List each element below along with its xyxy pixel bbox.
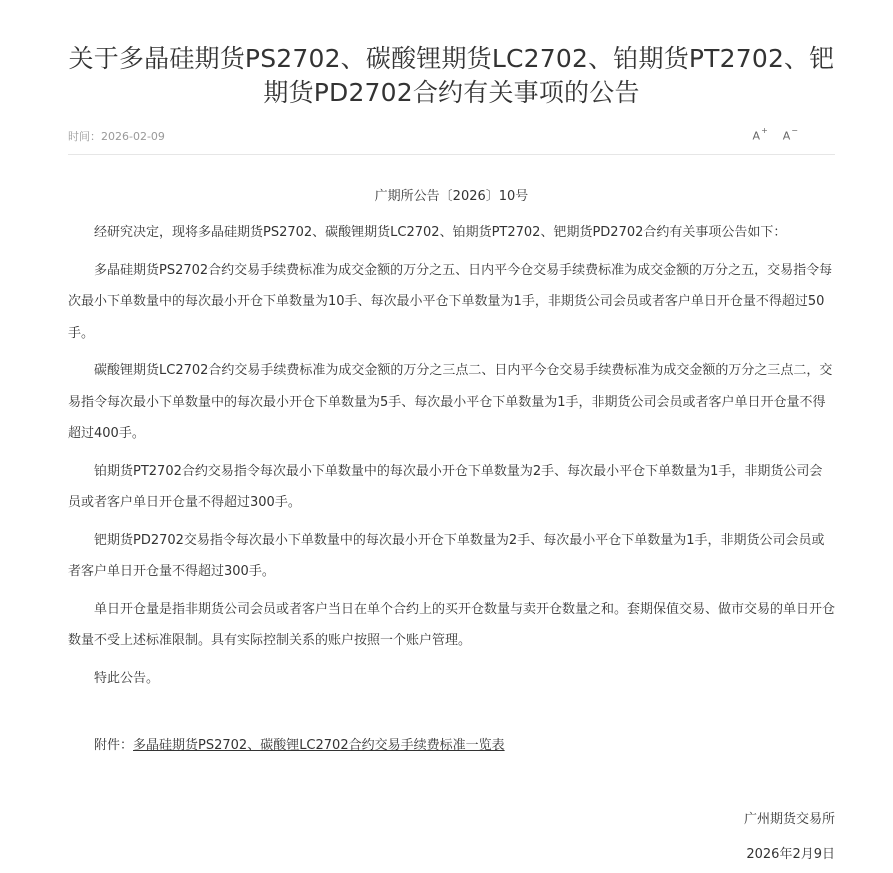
document-number: 广期所公告〔2026〕10号 — [374, 189, 529, 204]
paragraph-pd2702: 钯期货PD2702交易指令每次最小下单数量中的每次最小开仓下单数量为2手、每次最小平仓下单数量为1手，非期货公司会员或者客户单日开仓量不得超过300手。 — [68, 532, 825, 579]
publish-time: 时间：2026-02-09 — [68, 130, 165, 143]
paragraph-intro: 经研究决定，现将多晶硅期货PS2702、碳酸锂期货LC2702、铂期货PT2702、钯期货PD2702合约有关事项公告如下： — [94, 225, 787, 240]
font-decrease-button[interactable] — [783, 128, 797, 143]
plus-icon: + — [761, 126, 768, 135]
attachment-link[interactable]: 多晶硅期货PS2702、碳酸锂LC2702合约交易手续费标准一览表 — [133, 738, 505, 753]
attachment-line — [68, 730, 835, 762]
signature-date: 2026年2月9日 — [746, 847, 835, 862]
attachment-label: 附件： — [94, 738, 134, 753]
minus-icon: − — [791, 126, 798, 135]
paragraph-ps2702: 多晶硅期货PS2702合约交易手续费标准为成交金额的万分之五、日内平今仓交易手续费标准为成交金额的万分之五，交易指令每次最小下单数量中的每次最小开仓下单数量为10手、每次最小平仓下单数量为1手，非期货公司会员或者客户单日开仓量不得超过50手。 — [68, 262, 833, 341]
signature-org: 广州期货交易所 — [743, 812, 835, 827]
font-increase-button[interactable] — [753, 128, 767, 143]
paragraph-pt2702: 铂期货PT2702合约交易指令每次最小下单数量中的每次最小开仓下单数量为2手、每次最小平仓下单数量为1手，非期货公司会员或者客户单日开仓量不得超过300手。 — [68, 463, 823, 510]
paragraph-definition: 单日开仓量是指非期货公司会员或者客户当日在单个合约上的买开仓数量与卖开仓数量之和。套期保值交易、做市交易的单日开仓数量不受上述标准限制。具有实际控制关系的账户按照一个账户管理。 — [68, 601, 836, 648]
meta-bar — [68, 126, 835, 155]
paragraph-lc2702: 碳酸锂期货LC2702合约交易手续费标准为成交金额的万分之三点二、日内平今仓交易手续费标准为成交金额的万分之三点二，交易指令每次最小下单数量中的每次最小开仓下单数量为5手、每次最小平仓下单数量为1手，非期货公司会员或者客户单日开仓量不得超过400手。 — [68, 363, 833, 441]
page-title: 关于多晶硅期货PS2702、碳酸锂期货LC2702、铂期货PT2702、钯期货PD2702合约有关事项的公告 — [68, 44, 835, 107]
article-body — [68, 217, 835, 762]
font-increase-label: A — [752, 129, 761, 143]
font-size-tools — [753, 128, 797, 143]
paragraph-closing: 特此公告。 — [94, 670, 160, 686]
font-decrease-label: A — [782, 129, 791, 143]
